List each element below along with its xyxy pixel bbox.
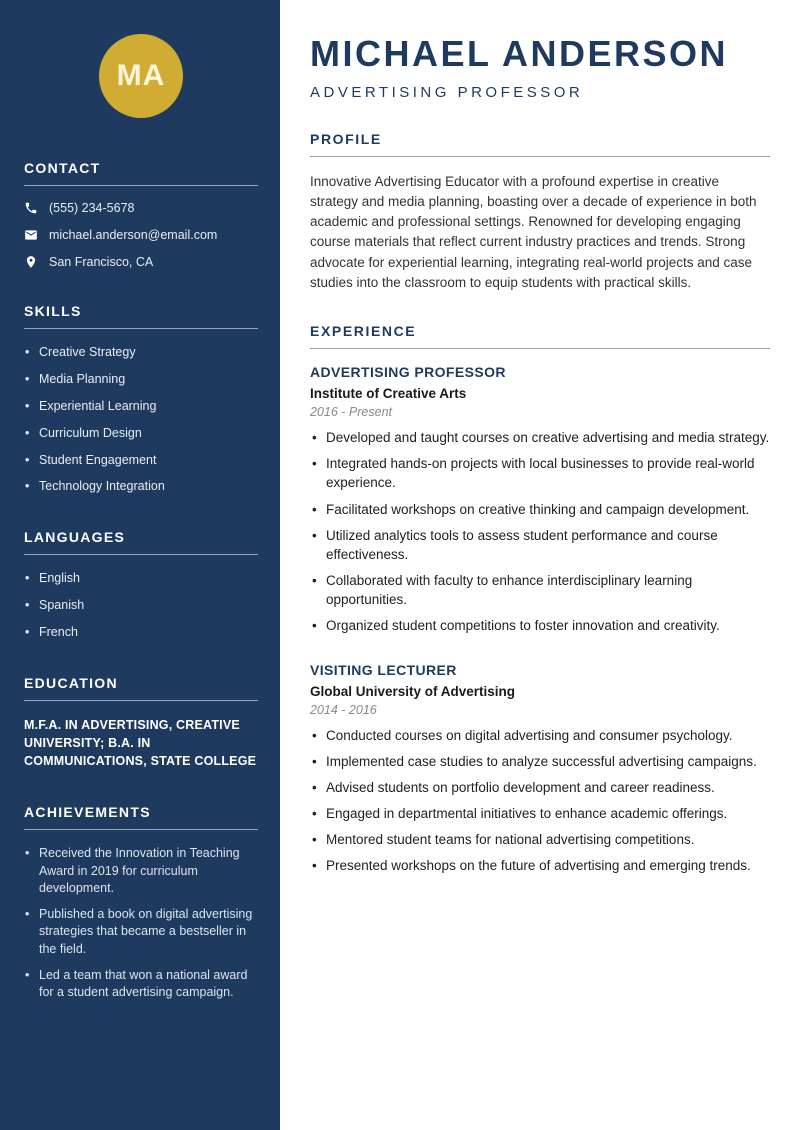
- language-item: • Spanish: [24, 597, 258, 614]
- language-item: • French: [24, 624, 258, 641]
- job-dates: 2014 - 2016: [310, 702, 377, 717]
- job-dates: 2016 - Present: [310, 405, 392, 420]
- job-company: Institute of Creative Arts: [310, 386, 467, 402]
- phone-icon: [24, 201, 38, 215]
- skill-item: • Curriculum Design: [24, 425, 258, 442]
- contact-section-title: CONTACT: [24, 160, 258, 186]
- location-text: San Francisco, CA: [49, 255, 154, 269]
- skill-item: • Experiential Learning: [24, 398, 258, 415]
- contact-phone: [24, 201, 258, 215]
- profile-section: [310, 131, 770, 294]
- experience-section: [310, 323, 770, 875]
- skill-item: • Student Engagement: [24, 452, 258, 469]
- job-role: VISITING LECTURER: [310, 661, 457, 678]
- location-icon: [24, 255, 38, 269]
- achievement-item: • Received the Innovation in Teaching Award in 2019 for curriculum development.: [24, 845, 258, 897]
- education-section: [24, 675, 258, 770]
- experience-section-title: EXPERIENCE: [310, 323, 417, 340]
- sidebar: [0, 0, 280, 1130]
- skill-item: • Technology Integration: [24, 478, 258, 495]
- avatar: MA: [99, 34, 183, 118]
- job-bullet: • Advised students on portfolio development and career readiness.: [310, 778, 770, 797]
- education-text: M.F.A. IN ADVERTISING, CREATIVE UNIVERSITY; B.A. IN COMMUNICATIONS, STATE COLLEGE: [24, 717, 257, 769]
- job-bullet: • Developed and taught courses on creative advertising and media strategy.: [310, 428, 770, 447]
- contact-section: [24, 160, 258, 269]
- job-entry-2: [310, 662, 770, 876]
- skills-list: [24, 344, 258, 495]
- languages-section: [24, 529, 258, 641]
- achievement-item: • Led a team that won a national award for a student advertising campaign.: [24, 967, 258, 1002]
- phone-text: (555) 234-5678: [49, 201, 135, 215]
- job-bullet: • Collaborated with faculty to enhance interdisciplinary learning opportunities.: [310, 571, 770, 609]
- job-role: ADVERTISING PROFESSOR: [310, 364, 506, 381]
- job-bullet: • Utilized analytics tools to assess student performance and course effectiveness.: [310, 526, 770, 564]
- job-company: Global University of Advertising: [310, 683, 516, 699]
- email-icon: [24, 228, 38, 242]
- job-bullet: • Implemented case studies to analyze successful advertising campaigns.: [310, 752, 770, 771]
- skills-section: [24, 303, 258, 495]
- languages-section-title: LANGUAGES: [24, 529, 258, 555]
- job-bullet: • Integrated hands-on projects with local businesses to provide real-world experience.: [310, 454, 770, 492]
- main-content: [280, 0, 800, 1130]
- achievements-section: [24, 804, 258, 1001]
- job-bullet: • Organized student competitions to foster innovation and creativity.: [310, 616, 770, 635]
- job-bullet: • Facilitated workshops on creative thinking and campaign development.: [310, 500, 770, 519]
- profile-section-title: PROFILE: [310, 130, 382, 147]
- skill-item: • Media Planning: [24, 371, 258, 388]
- job-entry-1: [310, 364, 770, 635]
- languages-list: [24, 570, 258, 641]
- skill-item: • Creative Strategy: [24, 344, 258, 361]
- profile-text: Innovative Advertising Educator with a profound expertise in creative strategy and media planning, boasting over a decade of experience in both academic and professional settings. Renowned for developing engaging course materials that reflect current industry practices and trends. Strong advocate for experiential learning, integrating real-world projects and case studies into the classroom to equip students with practical skills.: [310, 173, 757, 290]
- contact-email: [24, 228, 258, 242]
- job-bullet: • Engaged in departmental initiatives to enhance academic offerings.: [310, 804, 770, 823]
- achievements-list: [24, 845, 258, 1001]
- job-bullet: • Conducted courses on digital advertising and consumer psychology.: [310, 726, 770, 745]
- job-bullet: • Presented workshops on the future of advertising and emerging trends.: [310, 856, 770, 875]
- experience-divider: [310, 348, 770, 349]
- job-bullets-list: [310, 726, 770, 876]
- profile-divider: [310, 156, 770, 157]
- education-section-title: EDUCATION: [24, 675, 258, 701]
- language-item: • English: [24, 570, 258, 587]
- email-text: michael.anderson@email.com: [49, 228, 218, 242]
- achievements-section-title: ACHIEVEMENTS: [24, 804, 258, 830]
- achievement-item: • Published a book on digital advertising strategies that became a bestseller in the field.: [24, 906, 258, 958]
- person-headline: ADVERTISING PROFESSOR: [310, 83, 584, 101]
- job-bullets-list: [310, 428, 770, 635]
- avatar-wrap: [24, 34, 258, 118]
- contact-location: [24, 255, 258, 269]
- job-bullet: • Mentored student teams for national advertising competitions.: [310, 830, 770, 849]
- skills-section-title: SKILLS: [24, 303, 258, 329]
- person-name: MICHAEL ANDERSON: [310, 33, 729, 74]
